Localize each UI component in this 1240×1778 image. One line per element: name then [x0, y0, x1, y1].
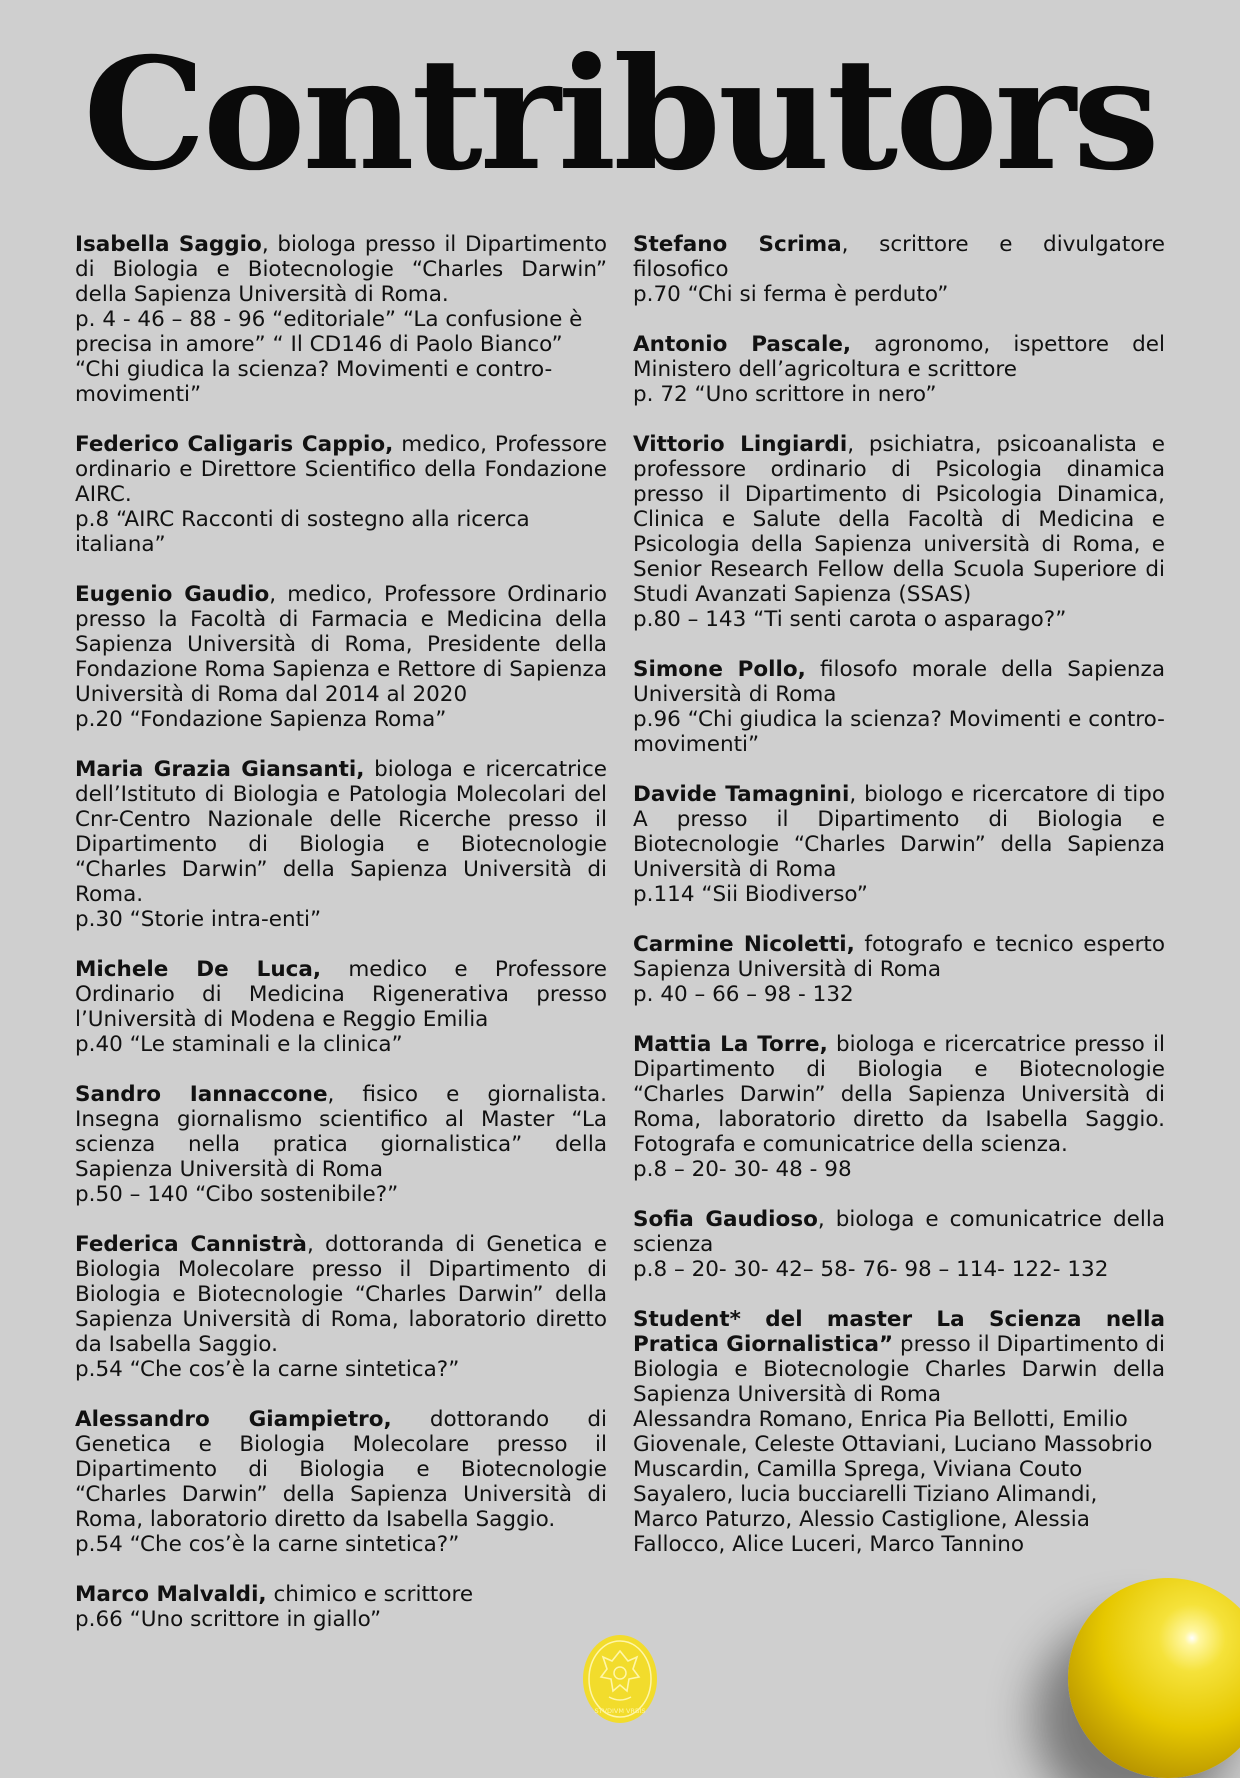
contributor-entry: [633, 232, 1165, 307]
contributor-pages: p.8 – 20- 30- 42– 58- 76- 98 – 114- 122- 132: [633, 1257, 1109, 1282]
contributor-entry: [75, 757, 607, 932]
contributor-description: presso il Dipartimento di Biologia e Biotecnologie Charles Darwin della Sapienza Università di Roma: [633, 1332, 1165, 1407]
contributor-name: Simone Pollo,: [633, 657, 806, 682]
contributor-entry: [75, 957, 607, 1057]
contributor-pages: p.8 “AIRC Racconti di sostegno alla ricerca italiana”: [75, 507, 530, 557]
contributor-entry: [75, 1082, 607, 1207]
contributor-pages: p.96 “Chi giudica la scienza? Movimenti e contro-movimenti”: [633, 707, 1165, 757]
contributor-name: Alessandro Giampietro,: [75, 1407, 392, 1432]
contributor-pages: p.54 “Che cos’è la carne sintetica?”: [75, 1357, 460, 1382]
contributor-description: biologa e ricercatrice presso il Dipartimento di Biologia e Biotecnologie “Charles Darwin” della Sapienza Università di Roma, laboratorio diretto da Isabella Saggio. Fotografa e comunicatrice della scienza.: [633, 1032, 1165, 1157]
yellow-ball-decoration: [1068, 1578, 1240, 1778]
contributor-pages: p.80 – 143 “Ti senti carota o asparago?”: [633, 607, 1067, 632]
contributor-pages: p. 40 – 66 – 98 - 132: [633, 982, 854, 1007]
contributor-entry: [633, 782, 1165, 907]
contributor-description: , scrittore e divulgatore filosofico: [633, 232, 1165, 282]
contributor-name: Maria Grazia Giansanti,: [75, 757, 365, 782]
contributor-description: , psichiatra, psicoanalista e professore ordinario di Psicologia dinamica presso il Dipartimento di Psicologia Dinamica, Clinica e Salute della Facoltà di Medicina e Psicologia della Sapienza università di Roma, e Senior Research Fellow della Scuola Superiore di Studi Avanzati Sapienza (SSAS): [633, 432, 1165, 607]
contributor-name: Federica Cannistrà: [75, 1232, 307, 1257]
contributor-entry: [75, 432, 607, 557]
contributor-pages: p.8 – 20- 30- 48 - 98: [633, 1157, 852, 1182]
contributors-left-column: [75, 232, 607, 1657]
contributor-description: medico e Professore Ordinario di Medicina Rigenerativa presso l’Università di Modena e Reggio Emilia: [75, 957, 607, 1032]
contributor-description: filosofo morale della Sapienza Università di Roma: [633, 657, 1165, 707]
page-title: Contributors: [83, 24, 1157, 205]
contributor-entry: [633, 1307, 1165, 1557]
contributor-pages: p. 4 - 46 – 88 - 96 “editoriale” “La confusione è precisa in amore” “ Il CD146 di Paolo Bianco” “Chi giudica la scienza? Movimenti e contro-movimenti”: [75, 307, 583, 407]
contributor-entry: [75, 582, 607, 732]
contributor-description: , medico, Professore Ordinario presso la Facoltà di Farmacia e Medicina della Sapienza Università di Roma, Presidente della Fondazione Roma Sapienza e Rettore di Sapienza Università di Roma dal 2014 al 2020: [75, 582, 607, 707]
contributor-pages: p. 72 “Uno scrittore in nero”: [633, 382, 937, 407]
contributor-entry: [633, 432, 1165, 632]
contributor-name: Antonio Pascale,: [633, 332, 852, 357]
contributor-description: dottorando di Genetica e Biologia Molecolare presso il Dipartimento di Biologia e Biotecnologie “Charles Darwin” della Sapienza Università di Roma, laboratorio diretto da Isabella Saggio.: [75, 1407, 607, 1532]
contributor-entry: [75, 1407, 607, 1557]
contributor-description: , biologo e ricercatore di tipo A presso il Dipartimento di Biologia e Biotecnologie “Charles Darwin” della Sapienza Università di Roma: [633, 782, 1165, 882]
contributor-pages: p.40 “Le staminali e la clinica”: [75, 1032, 403, 1057]
contributors-right-column: [633, 232, 1165, 1582]
contributor-entry: [633, 657, 1165, 757]
contributor-entry: [633, 1207, 1165, 1282]
contributor-description: , biologa e comunicatrice della scienza: [633, 1207, 1165, 1257]
contributor-name: Sandro Iannaccone: [75, 1082, 328, 1107]
contributor-pages: p.30 “Storie intra-enti”: [75, 907, 322, 932]
contributor-entry: [633, 332, 1165, 407]
contributor-entry: [633, 932, 1165, 1007]
contributor-name: Stefano Scrima: [633, 232, 842, 257]
contributor-entry: [75, 1582, 607, 1632]
contributor-pages: p.50 – 140 “Cibo sostenibile?”: [75, 1182, 399, 1207]
seal-motto: STVDIVM VRBIS: [594, 1707, 646, 1715]
contributor-pages: p.54 “Che cos’è la carne sintetica?”: [75, 1532, 460, 1557]
contributor-entry: [75, 232, 607, 407]
contributor-name: Federico Caligaris Cappio,: [75, 432, 394, 457]
contributor-pages: p.20 “Fondazione Sapienza Roma”: [75, 707, 447, 732]
contributor-name: Eugenio Gaudio: [75, 582, 270, 607]
contributor-name: Michele De Luca,: [75, 957, 322, 982]
contributor-description: , biologa presso il Dipartimento di Biologia e Biotecnologie “Charles Darwin” della Sapienza Università di Roma.: [75, 232, 607, 307]
contributor-name: Carmine Nicoletti,: [633, 932, 855, 957]
contributor-name: Davide Tamagnini: [633, 782, 850, 807]
contributor-pages: p.70 “Chi si ferma è perduto”: [633, 282, 949, 307]
contributor-name: Marco Malvaldi,: [75, 1582, 267, 1607]
contributor-name: Mattia La Torre,: [633, 1032, 828, 1057]
contributor-description: medico, Professore ordinario e Direttore Scientifico della Fondazione AIRC.: [75, 432, 607, 507]
contributor-description: chimico e scrittore: [266, 1582, 474, 1607]
contributor-pages: p.66 “Uno scrittore in giallo”: [75, 1607, 382, 1632]
contributor-entry: [633, 1032, 1165, 1182]
university-seal-logo: [581, 1633, 659, 1725]
contributor-description: agronomo, ispettore del Ministero dell’agricoltura e scrittore: [633, 332, 1165, 382]
contributor-name: Vittorio Lingiardi: [633, 432, 848, 457]
seal-icon: [581, 1633, 659, 1725]
contributor-name: Student* del master La Scienza nella Pratica Giornalistica”: [633, 1307, 1165, 1357]
contributor-entry: [75, 1232, 607, 1382]
contributor-description: , dottoranda di Genetica e Biologia Molecolare presso il Dipartimento di Biologia e Biotecnologie “Charles Darwin” della Sapienza Università di Roma, laboratorio diretto da Isabella Saggio.: [75, 1232, 607, 1357]
contributor-description: biologa e ricercatrice dell’Istituto di Biologia e Patologia Molecolari del Cnr-Centro Nazionale delle Ricerche presso il Dipartimento di Biologia e Biotecnologie “Charles Darwin” della Sapienza Università di Roma.: [75, 757, 607, 907]
contributor-name: Sofia Gaudioso: [633, 1207, 818, 1232]
contributor-description: fotografo e tecnico esperto Sapienza Università di Roma: [633, 932, 1165, 982]
contributor-description: , fisico e giornalista. Insegna giornalismo scientifico al Master “La scienza nella pratica giornalistica” della Sapienza Università di Roma: [75, 1082, 607, 1182]
contributor-name: Isabella Saggio: [75, 232, 262, 257]
contributor-pages: p.114 “Sii Biodiverso”: [633, 882, 868, 907]
contributor-pages: Alessandra Romano, Enrica Pia Bellotti, Emilio Giovenale, Celeste Ottaviani, Luciano Massobrio Muscardin, Camilla Sprega, Viviana Couto Sayalero, lucia bucciarelli Tiziano Alimandi, Marco Paturzo, Alessio Castiglione, Alessia Fallocco, Alice Luceri, Marco Tannino: [633, 1407, 1153, 1557]
